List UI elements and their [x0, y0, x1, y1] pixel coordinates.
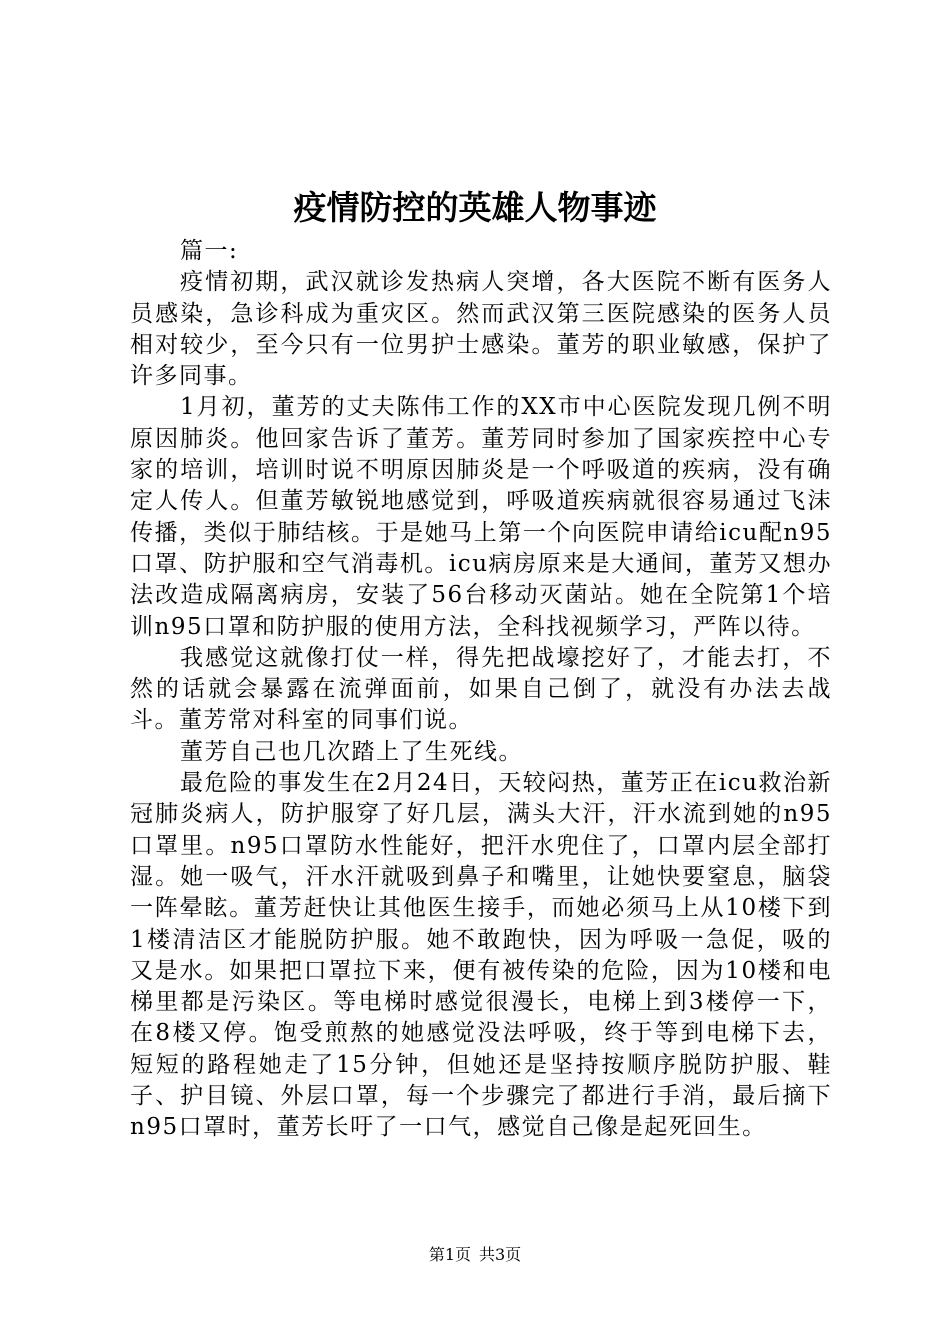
page-number: 第1页: [428, 1245, 471, 1264]
page-footer: [0, 1245, 950, 1265]
body-paragraph: 我感觉这就像打仗一样，得先把战壕挖好了，才能去打，不然的话就会暴露在流弹面前，如果自己倒了，就没有办法去战斗。董芳常对科室的同事们说。: [130, 644, 832, 734]
page-total: 共3页: [479, 1245, 522, 1264]
section-heading: 篇一:: [180, 238, 239, 264]
document-body: [130, 236, 832, 1144]
body-paragraph: 董芳自己也几次踏上了生死线。: [180, 738, 523, 765]
body-paragraph: 最危险的事发生在2月24日，天较闷热，董芳正在icu救治新冠肺炎病人，防护服穿了好几层，满头大汗，汗水流到她的n95口罩里。n95口罩防水性能好，把汗水兜住了，口罩内层全部打湿。她一吸气，汗水汗就吸到鼻子和嘴里，让她快要窒息，脑袋一阵晕眩。董芳赶快让其他医生接手，而她必须马上从10楼下到1楼清洁区才能脱防护服。她不敢跑快，因为呼吸一急促，吸的又是水。如果把口罩拉下来，便有被传染的危险，因为10楼和电梯里都是污染区。等电梯时感觉很漫长，电梯上到3楼停一下，在8楼又停。饱受煎熬的她感觉没法呼吸，终于等到电梯下去，短短的路程她走了15分钟，但她还是坚持按顺序脱防护服、鞋子、护目镜、外层口罩，每一个步骤完了都进行手消，最后摘下n95口罩时，董芳长吁了一口气，感觉自己像是起死回生。: [130, 770, 832, 1141]
body-paragraph: 1月初，董芳的丈夫陈伟工作的XX市中心医院发现几例不明原因肺炎。他回家告诉了董芳。董芳同时参加了国家疾控中心专家的培训，培训时说不明原因肺炎是一个呼吸道的疾病，没有确定人传人。但董芳敏锐地感觉到，呼吸道疾病就很容易通过飞沫传播，类似于肺结核。于是她马上第一个向医院申请给icu配n95口罩、防护服和空气消毒机。icu病房原来是大通间，董芳又想办法改造成隔离病房，安装了56台移动灭菌站。她在全院第1个培训n95口罩和防护服的使用方法，全科找视频学习，严阵以待。: [130, 394, 832, 640]
document-title: 疫情防控的英雄人物事迹: [293, 188, 657, 227]
body-paragraph: 疫情初期，武汉就诊发热病人突增，各大医院不断有医务人员感染，急诊科成为重灾区。然而武汉第三医院感染的医务人员相对较少，至今只有一位男护士感染。董芳的职业敏感，保护了许多同事。: [130, 269, 832, 390]
